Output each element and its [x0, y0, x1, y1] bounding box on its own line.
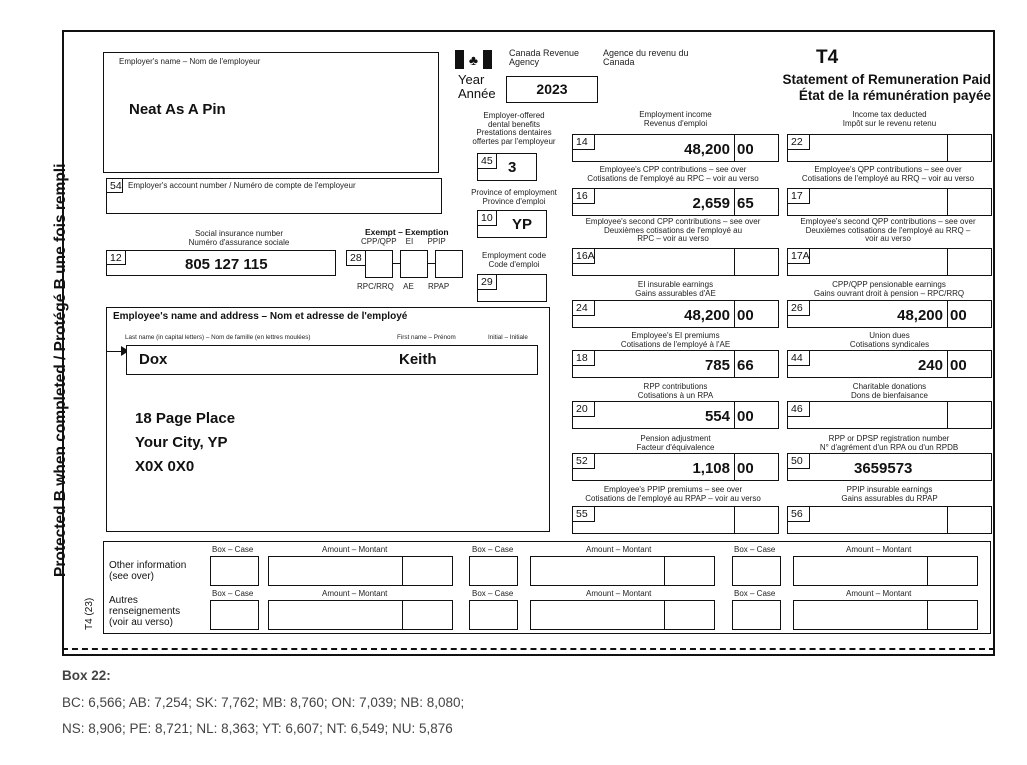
box-20-label [572, 383, 779, 400]
box-18-cents: 66 [737, 357, 754, 374]
other-amount-1a[interactable] [268, 556, 453, 586]
box-24-cents-separator [734, 301, 735, 327]
box-24-number: 24 [572, 300, 595, 316]
initial-label: Initial – Initiale [488, 334, 528, 341]
box-55-number: 55 [572, 506, 595, 522]
other-info-fr-line-1: Autres [109, 595, 138, 606]
box-16a-cents-separator [734, 249, 735, 275]
box-45-field[interactable] [477, 153, 537, 181]
sin-label [169, 230, 309, 247]
other-info-fr-line-2: renseignements [109, 606, 181, 617]
employee-last-name: Dox [139, 351, 168, 368]
caption [62, 668, 1002, 736]
box-22-label-fr: Impôt sur le revenu retenu [842, 118, 937, 128]
box-10-field[interactable] [477, 210, 547, 238]
sin-label-en: Social insurance number [194, 229, 284, 238]
other-box-label-2a: Box – Case [212, 589, 254, 598]
box-14-field[interactable] [572, 134, 779, 162]
exempt-top-labels [361, 238, 446, 247]
box-56-field[interactable] [787, 506, 992, 534]
other-amount-2a-sep [402, 601, 403, 629]
box-18-label-en: Employee's EI premiums [631, 331, 720, 340]
box-29-field[interactable] [477, 274, 547, 302]
box-17a-number: 17A [787, 248, 810, 264]
box-17-label-fr: Cotisations de l'employé au RRQ – voir au verso [801, 173, 975, 183]
box-20-label-en: RPP contributions [643, 382, 708, 391]
box-16a-number: 16A [572, 248, 595, 264]
other-box-label-2c: Box – Case [734, 589, 776, 598]
other-box-2a[interactable] [210, 600, 259, 630]
box-44-number: 44 [787, 350, 810, 366]
box-14-label-en: Employment income [639, 110, 712, 119]
box-29-number: 29 [477, 274, 497, 290]
box-55-label-en: Employee's PPIP premiums – see over [603, 485, 743, 494]
box-26-label-fr: Gains ouvrant droit à pension – RPC/RRQ [813, 288, 965, 298]
box-52-number: 52 [572, 453, 595, 469]
other-box-label-1a: Box – Case [212, 545, 254, 554]
box-24-label-en: EI insurable earnings [637, 280, 714, 289]
box-45-value: 3 [508, 159, 517, 176]
box-14-dollars: 48,200 [684, 141, 730, 158]
box-16-dollars: 2,659 [692, 195, 730, 212]
box-12-number: 12 [106, 250, 126, 265]
box-52-dollars: 1,108 [692, 460, 730, 477]
box-20-cents-separator [734, 402, 735, 428]
box-22-field[interactable] [787, 134, 992, 162]
box-17-field[interactable] [787, 188, 992, 216]
box-24-cents: 00 [737, 307, 754, 324]
address-line-2: Your City, YP [135, 434, 228, 451]
exempt-rpap-label: RPAP [428, 282, 450, 291]
box-44-label-en: Union dues [869, 331, 910, 340]
box-18-number: 18 [572, 350, 595, 366]
employer-name-label: Employer's name – Nom de l'employeur [119, 57, 261, 66]
box-18-field[interactable] [572, 350, 779, 378]
other-amount-1b[interactable] [530, 556, 715, 586]
other-amount-1b-sep [664, 557, 665, 585]
box-44-label-fr: Cotisations syndicales [849, 339, 930, 349]
box-50-label-fr: N° d'agrément d'un RPA ou d'un RPDB [819, 442, 959, 452]
other-info-line-1: Other information [109, 560, 187, 571]
box-14-label [572, 111, 779, 128]
side-protected-text: Protected B when completed / Protégé B une fois rempli [52, 163, 69, 577]
box-26-dollars: 48,200 [897, 307, 943, 324]
box-46-number: 46 [787, 401, 810, 417]
employee-header: Employee's name and address – Nom et adresse de l'employé [113, 311, 408, 322]
exempt-ppip-checkbox[interactable] [435, 250, 463, 278]
employee-first-name: Keith [399, 351, 437, 368]
box-44-dollars: 240 [917, 357, 943, 374]
other-box-label-2b: Box – Case [472, 589, 514, 598]
box-44-cents-separator [947, 351, 948, 377]
box-24-label-fr: Gains assurables d'AE [635, 288, 716, 298]
other-amount-1c[interactable] [793, 556, 978, 586]
box-14-cents-separator [734, 135, 735, 161]
box-14-cents: 00 [737, 141, 754, 158]
first-name-label: First name – Prénom [397, 334, 456, 341]
box-18-label-fr: Cotisations de l'employé à l'AE [620, 339, 731, 349]
box-44-cents: 00 [950, 357, 967, 374]
dental-label [458, 112, 570, 146]
year-label [458, 73, 496, 101]
dental-label-4: offertes par l'employeur [472, 136, 556, 146]
other-box-1b[interactable] [469, 556, 518, 586]
box-16a-label [562, 218, 784, 244]
employer-account-box[interactable] [106, 178, 442, 214]
box-16-number: 16 [572, 188, 595, 204]
province-label-en: Province of employment [471, 188, 557, 197]
other-amount-label-1c: Amount – Montant [846, 545, 912, 554]
box-22-number: 22 [787, 134, 810, 150]
box-17a-label-1: Employee's second QPP contributions – see over [800, 217, 976, 226]
form-version: T4 (23) [84, 597, 95, 630]
other-box-2c[interactable] [732, 600, 781, 630]
exempt-connector-2 [428, 263, 435, 264]
box-16-label-en: Employee's CPP contributions – see over [599, 165, 747, 174]
employment-code-label-en: Employment code [481, 251, 547, 260]
box-56-number: 56 [787, 506, 810, 522]
box-20-label-fr: Cotisations à un RPA [637, 390, 714, 400]
box-17a-label [780, 218, 996, 244]
canada-flag-icon: ♣ [455, 50, 492, 69]
box-54-number: 54 [106, 178, 123, 193]
dental-label-3: Prestations dentaires [476, 128, 552, 138]
box-46-cents-separator [947, 402, 948, 428]
box-17-label [780, 166, 996, 183]
exempt-cpp-label: CPP/QPP [361, 237, 397, 246]
employee-name-field[interactable] [126, 345, 538, 375]
box-14-label-fr: Revenus d'emploi [643, 118, 708, 128]
box-55-label [562, 486, 784, 503]
box-20-cents: 00 [737, 408, 754, 425]
box-56-label-en: PPIP insurable earnings [846, 485, 933, 494]
box-26-cents-separator [947, 301, 948, 327]
box-10-number: 10 [477, 210, 497, 226]
box-16-cents: 65 [737, 195, 754, 212]
box-50-number: 50 [787, 453, 810, 469]
box-52-label-fr: Facteur d'équivalence [636, 442, 715, 452]
employer-name: Neat As A Pin [129, 101, 226, 118]
other-box-2b[interactable] [469, 600, 518, 630]
other-amount-label-1a: Amount – Montant [322, 545, 388, 554]
sin-label-fr: Numéro d'assurance sociale [188, 237, 290, 247]
box-50-field[interactable] [787, 453, 992, 481]
box-20-number: 20 [572, 401, 595, 417]
dental-label-2: dental benefits [487, 119, 541, 129]
other-box-1a[interactable] [210, 556, 259, 586]
other-amount-label-2b: Amount – Montant [586, 589, 652, 598]
address-line-1: 18 Page Place [135, 410, 236, 427]
box-44-field[interactable] [787, 350, 992, 378]
box-50-label [782, 435, 996, 452]
box-26-label [782, 281, 996, 298]
box-55-field[interactable] [572, 506, 779, 534]
box-17a-label-3: voir au verso [865, 234, 911, 244]
box-18-cents-separator [734, 351, 735, 377]
other-amount-2c[interactable] [793, 600, 978, 630]
revenue-agency-en: Canada Revenue Agency [509, 48, 580, 67]
employer-account-label: Employer's account number / Numéro de compte de l'employeur [128, 181, 356, 190]
box-22-label-en: Income tax deducted [852, 110, 927, 119]
other-amount-1a-sep [402, 557, 403, 585]
box-17-label-en: Employee's QPP contributions – see over [814, 165, 962, 174]
year-field[interactable]: 2023 [506, 76, 598, 103]
exempt-rpc-label: RPC/RRQ [357, 282, 394, 291]
revenue-agency-fr: Agence du revenu du Canada [603, 48, 689, 67]
box-17a-label-2: Deuxièmes cotisations de l'employé au RRQ – [805, 225, 971, 235]
employment-code-label-fr: Code d'emploi [488, 259, 540, 269]
box-46-label [787, 383, 992, 400]
box-16-label-fr: Cotisations de l'employé au RPC – voir au verso [587, 173, 759, 183]
other-info-fr-line-3: (voir au verso) [109, 617, 173, 628]
box-44-label [787, 332, 992, 349]
box-16-cents-separator [734, 189, 735, 215]
box-56-cents-separator [947, 507, 948, 533]
exempt-cpp-checkbox[interactable] [365, 250, 393, 278]
province-label-fr: Province d'emploi [482, 196, 546, 206]
box-50-label-en: RPP or DPSP registration number [828, 434, 950, 443]
other-amount-1c-sep [927, 557, 928, 585]
other-box-label-1b: Box – Case [472, 545, 514, 554]
box-46-field[interactable] [787, 401, 992, 429]
province-label [456, 189, 572, 206]
other-box-1c[interactable] [732, 556, 781, 586]
box-52-cents-separator [734, 454, 735, 480]
box-18-dollars: 785 [704, 357, 730, 374]
box-16a-label-3: RPC – voir au verso [637, 234, 709, 244]
exempt-bottom-labels [357, 283, 449, 292]
employer-name-box[interactable] [103, 52, 439, 173]
exempt-title: Exempt – Exemption [365, 227, 449, 237]
box-56-label [787, 486, 992, 503]
year-label-en: Year [458, 72, 485, 87]
box-18-label [572, 332, 779, 349]
box-12-field[interactable] [106, 250, 336, 276]
t4-form [52, 30, 995, 656]
caption-line-1: BC: 6,566; AB: 7,254; SK: 7,762; MB: 8,760; ON: 7,039; NB: 8,080; [62, 695, 465, 710]
other-amount-label-1b: Amount – Montant [586, 545, 652, 554]
box-14-number: 14 [572, 134, 595, 150]
box-26-field[interactable] [787, 300, 992, 328]
box-16a-label-1: Employee's second CPP contributions – see over [585, 217, 761, 226]
box-45-number: 45 [477, 153, 497, 169]
other-amount-label-2a: Amount – Montant [322, 589, 388, 598]
other-amount-2c-sep [927, 601, 928, 629]
box-24-dollars: 48,200 [684, 307, 730, 324]
box-20-field[interactable] [572, 401, 779, 429]
other-amount-2b[interactable] [530, 600, 715, 630]
employment-code-label [471, 252, 557, 269]
dental-label-1: Employer-offered [483, 111, 545, 120]
box-17a-cents-separator [947, 249, 948, 275]
employee-address [135, 407, 235, 479]
other-amount-2a[interactable] [268, 600, 453, 630]
box-17a-field[interactable] [787, 248, 992, 276]
box-46-label-en: Charitable donations [852, 382, 927, 391]
last-name-label: Last name (in capital letters) – Nom de famille (en lettres moulées) [125, 334, 311, 341]
box-26-label-en: CPP/QPP pensionable earnings [832, 280, 946, 289]
box-16-field[interactable] [572, 188, 779, 216]
form-title [716, 72, 991, 104]
box-28-number: 28 [346, 250, 366, 266]
box-55-cents-separator [734, 507, 735, 533]
box-55-label-fr: Cotisations de l'employé au RPAP – voir au verso [585, 493, 761, 503]
box-17-number: 17 [787, 188, 810, 204]
box-52-field[interactable] [572, 453, 779, 481]
other-info-label-en [109, 560, 186, 582]
sin-value: 805 127 115 [185, 256, 268, 273]
box-24-label [572, 281, 779, 298]
box-24-field[interactable] [572, 300, 779, 328]
year-label-fr: Année [458, 86, 496, 101]
form-title-fr: État de la rémunération payée [798, 88, 991, 103]
other-amount-label-2c: Amount – Montant [846, 589, 912, 598]
box-52-cents: 00 [737, 460, 754, 477]
caption-title: Box 22: [62, 668, 111, 683]
box-56-label-fr: Gains assurables du RPAP [841, 493, 938, 503]
box-16a-field[interactable] [572, 248, 779, 276]
box-50-value: 3659573 [854, 460, 913, 477]
address-line-3: X0X 0X0 [135, 458, 195, 475]
exempt-ei-checkbox[interactable] [400, 250, 428, 278]
exempt-connector-1 [393, 263, 400, 264]
other-info-line-2: (see over) [109, 571, 155, 582]
box-20-dollars: 554 [704, 408, 730, 425]
exempt-ae-label: AE [403, 282, 414, 291]
box-26-number: 26 [787, 300, 810, 316]
box-46-label-fr: Dons de bienfaisance [851, 390, 928, 400]
box-16a-label-2: Deuxièmes cotisations de l'employé au [603, 225, 743, 235]
exempt-ei-label: EI [405, 237, 414, 246]
form-id: T4 [816, 47, 839, 68]
caption-line-2: NS: 8,906; PE: 8,721; NL: 8,363; YT: 6,607; NT: 6,549; NU: 5,876 [62, 721, 453, 736]
other-amount-2b-sep [664, 601, 665, 629]
box-52-label-en: Pension adjustment [640, 434, 711, 443]
exempt-ppip-label: PPIP [427, 237, 446, 246]
box-26-cents: 00 [950, 307, 967, 324]
box-16-label [562, 166, 784, 183]
box-17-cents-separator [947, 189, 948, 215]
box-22-cents-separator [947, 135, 948, 161]
box-52-label [572, 435, 779, 452]
box-10-value: YP [512, 216, 533, 233]
other-info-label-fr [109, 595, 180, 628]
other-box-label-1c: Box – Case [734, 545, 776, 554]
form-title-en: Statement of Remuneration Paid [782, 72, 991, 87]
cut-line [62, 648, 995, 650]
box-22-label [787, 111, 992, 128]
